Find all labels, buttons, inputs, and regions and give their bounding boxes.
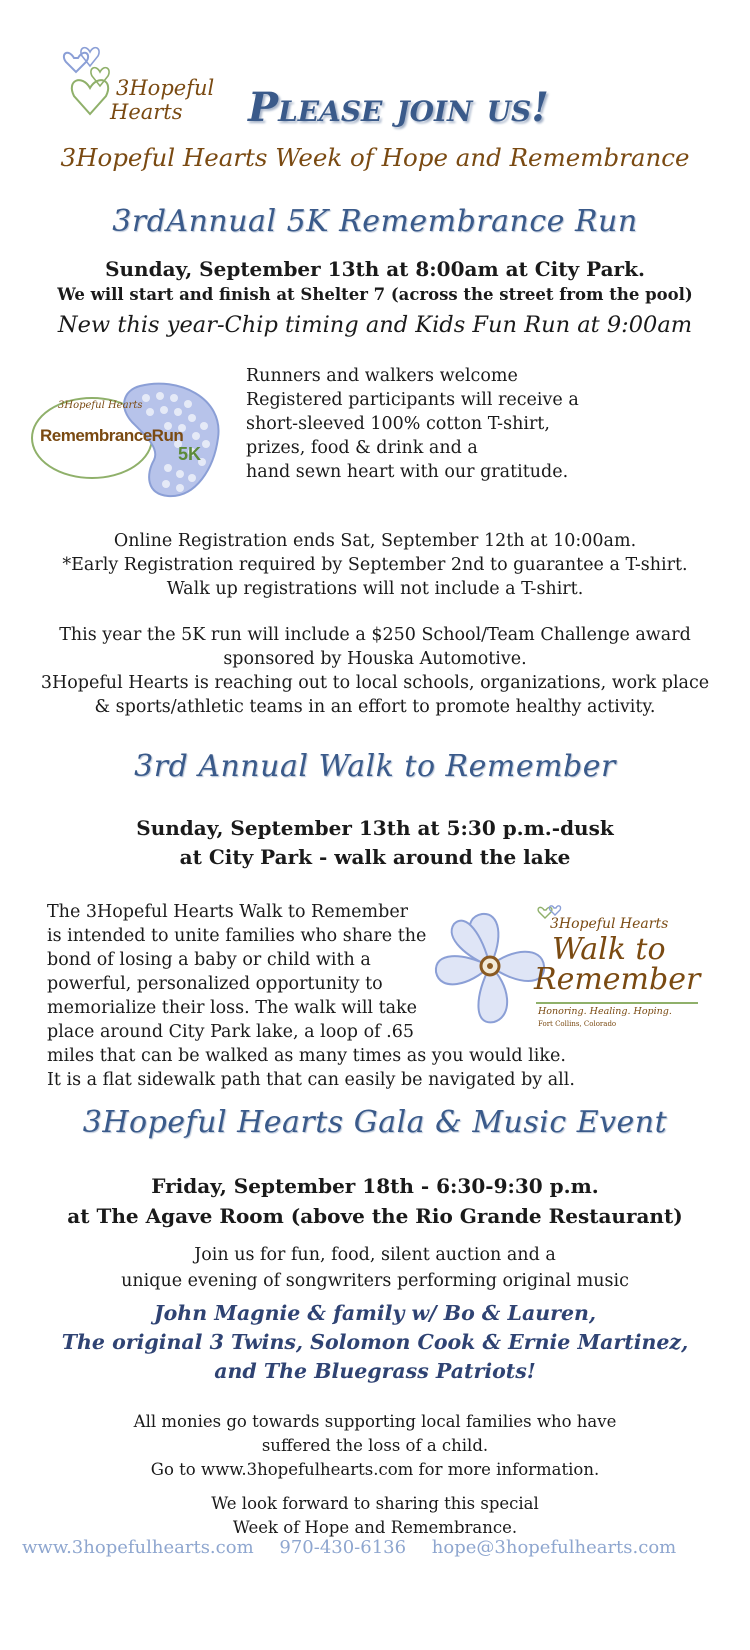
run-new-feature: New this year-Chip timing and Kids Fun Run at 9:00am <box>57 312 693 338</box>
registration-line: Online Registration ends Sat, September 12th at 10:00am. <box>113 531 637 551</box>
registration-line: *Early Registration required by September 2nd to guarantee a T-shirt. <box>62 555 688 575</box>
registration-line: Walk up registrations will not include a T-shirt. <box>166 579 584 599</box>
gala-date: Friday, September 18th - 6:30-9:30 p.m. <box>151 1174 599 1198</box>
run-date: Sunday, September 13th at 8:00am at City Park. <box>105 257 645 281</box>
remembrance-run-logo <box>28 378 224 503</box>
brand-logo <box>60 40 230 130</box>
headline: Please join us! <box>248 84 549 131</box>
closing-line: We look forward to sharing this special <box>211 1494 539 1513</box>
walk-location: at City Park - walk around the lake <box>179 845 571 869</box>
run-detail-line: hand sewn heart with our gratitude. <box>246 462 569 482</box>
run-detail-line: prizes, food & drink and a <box>246 438 478 458</box>
walk-date: Sunday, September 13th at 5:30 p.m.-dusk <box>136 816 614 840</box>
walk-description-line: place around City Park lake, a loop of .65 <box>47 1022 414 1042</box>
footer-website[interactable]: www.3hopefulhearts.com <box>22 1537 254 1558</box>
walk-description-line: is intended to unite families who share the <box>47 926 427 946</box>
walk-description-line: It is a flat sidewalk path that can easily be navigated by all. <box>47 1070 575 1090</box>
performer-line: and The Bluegrass Patriots! <box>214 1359 536 1383</box>
walk-logo-main2: Remember <box>534 962 701 997</box>
walk-logo-place: Fort Collins, Colorado <box>538 1020 617 1028</box>
closing-monies <box>0 1410 750 1482</box>
closing-line: Go to www.3hopefulhearts.com for more information. <box>150 1460 600 1479</box>
walk-description-line: miles that can be walked as many times as you would like. <box>47 1046 566 1066</box>
gala-location: at The Agave Room (above the Rio Grande Restaurant) <box>67 1204 683 1228</box>
walk-logo-small: 3Hopeful Hearts <box>550 916 669 932</box>
closing-forward <box>0 1492 750 1540</box>
challenge-line: sponsored by Houska Automotive. <box>223 649 527 669</box>
gala-intro <box>0 1242 750 1294</box>
run-title: 3rdAnnual 5K Remembrance Run <box>112 204 638 239</box>
walk-title: 3rd Annual Walk to Remember <box>134 749 616 784</box>
walk-to-remember-logo <box>428 902 708 1032</box>
footer-email[interactable]: hope@3hopefulhearts.com <box>431 1537 677 1558</box>
flower-icon <box>430 908 550 1030</box>
walk-logo-rule <box>536 1002 698 1004</box>
closing-line: Week of Hope and Remembrance. <box>232 1518 518 1537</box>
challenge-line: & sports/athletic teams in an effort to promote healthy activity. <box>94 697 656 717</box>
gala-intro-line: Join us for fun, food, silent auction and a <box>194 1245 556 1265</box>
walk-logo-tagline: Honoring. Healing. Hoping. <box>538 1006 672 1017</box>
walk-description-line: powerful, personalized opportunity to <box>47 974 383 994</box>
closing-line: All monies go towards supporting local families who have <box>133 1412 617 1431</box>
run-location: We will start and finish at Shelter 7 (across the street from the pool) <box>57 285 693 304</box>
run-logo-main: RemembranceRun <box>40 426 184 445</box>
gala-performers <box>0 1299 750 1386</box>
challenge-line: 3Hopeful Hearts is reaching out to local schools, organizations, work place <box>40 673 710 693</box>
run-logo-small: 3Hopeful Hearts <box>58 400 143 411</box>
gala-title: 3Hopeful Hearts Gala & Music Event <box>82 1105 668 1140</box>
walk-description-line: memorialize their loss. The walk will take <box>47 998 418 1018</box>
subhead: 3Hopeful Hearts Week of Hope and Remembrance <box>60 143 690 172</box>
walk-description-line: The 3Hopeful Hearts Walk to Remember <box>47 902 409 922</box>
closing-line: suffered the loss of a child. <box>261 1436 489 1455</box>
run-registration <box>0 529 750 601</box>
performer-line: John Magnie & family w/ Bo & Lauren, <box>153 1301 597 1325</box>
challenge-line: This year the 5K run will include a $250 School/Team Challenge award <box>59 625 691 645</box>
run-challenge <box>0 623 750 719</box>
run-detail-line: short-sleeved 100% cotton T-shirt, <box>246 414 550 434</box>
footer-phone: 970-430-6136 <box>279 1537 407 1558</box>
logo-text-line1: 3Hopeful <box>116 76 215 100</box>
walk-logo-main1: Walk to <box>552 932 666 967</box>
run-logo-badge: 5K <box>178 444 202 464</box>
walk-description-line: bond of losing a baby or child with a <box>47 950 371 970</box>
run-details <box>246 364 579 484</box>
gala-intro-line: unique evening of songwriters performing original music <box>121 1271 629 1291</box>
performer-line: The original 3 Twins, Solomon Cook & Ernie Martinez, <box>61 1330 689 1354</box>
logo-text-line2: Hearts <box>110 100 183 124</box>
run-detail-line: Runners and walkers welcome <box>246 366 518 386</box>
run-detail-line: Registered participants will receive a <box>246 390 579 410</box>
footer <box>22 1537 742 1558</box>
